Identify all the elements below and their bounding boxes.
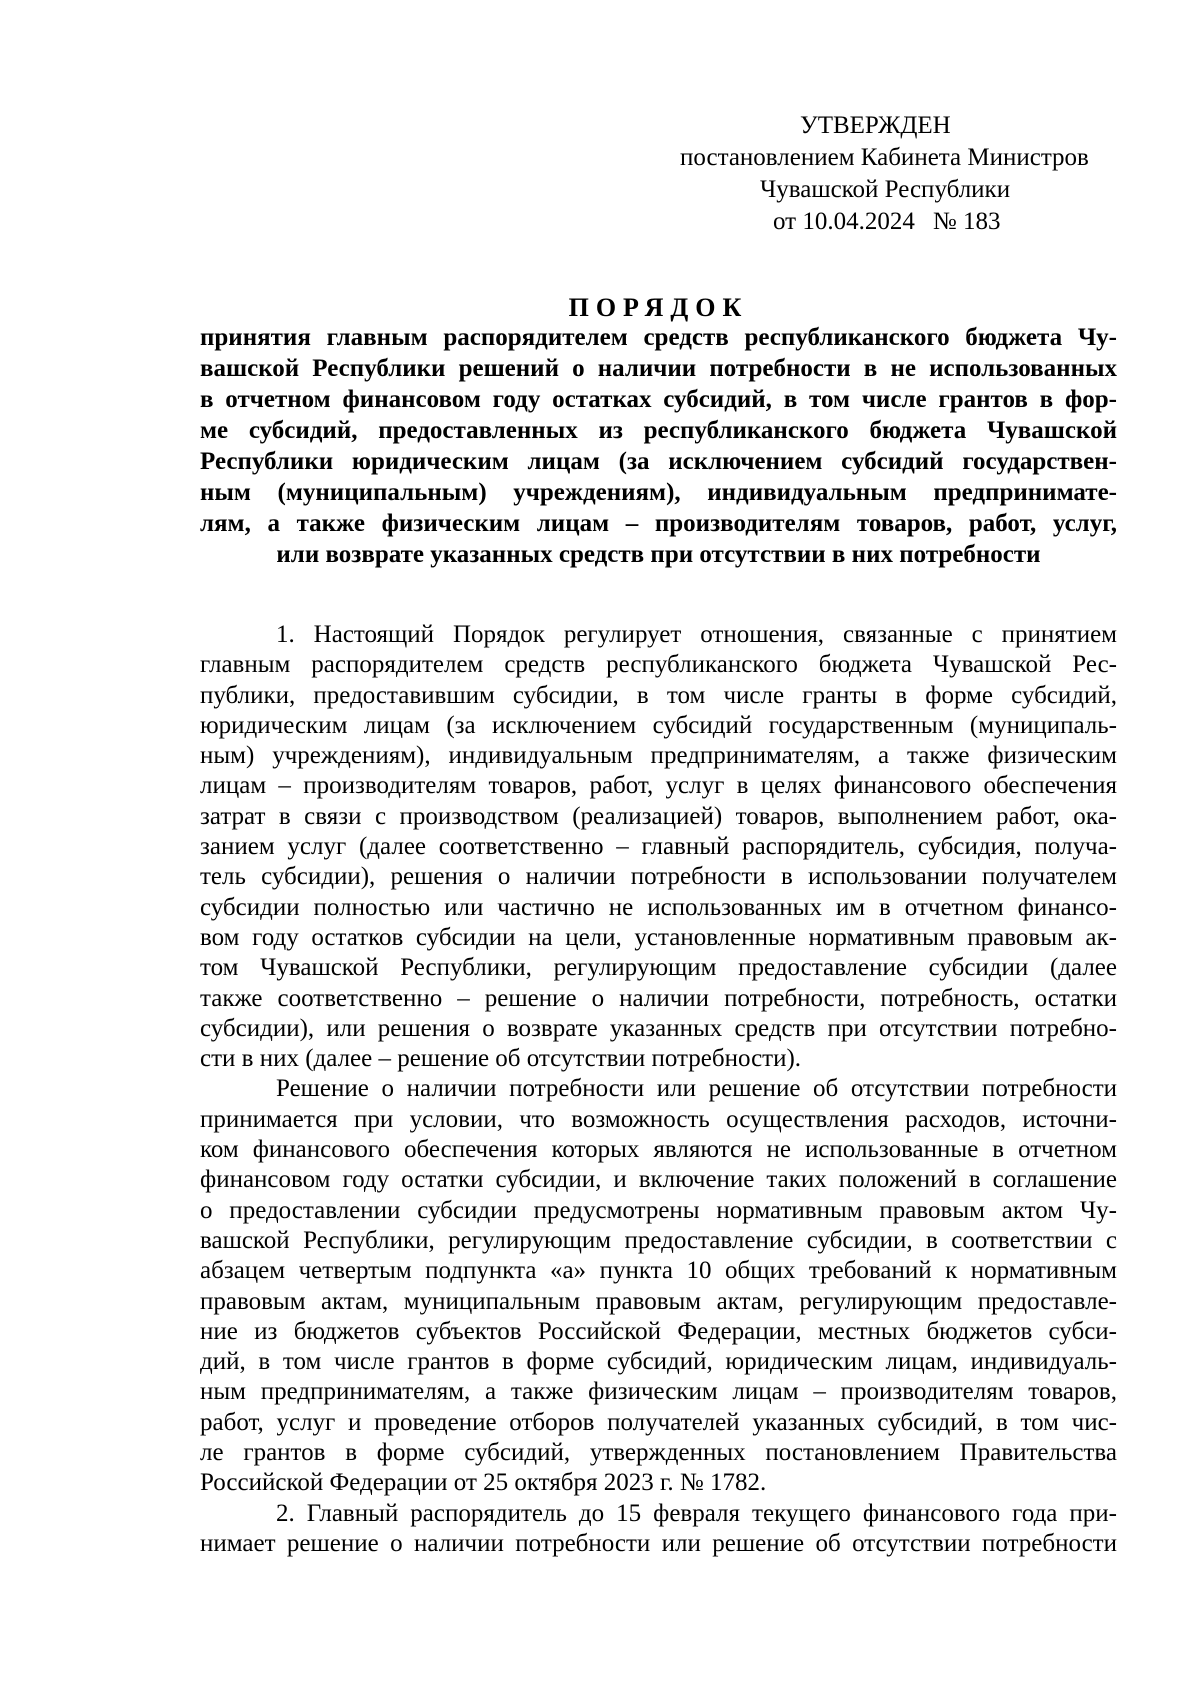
subtitle-line: лям, а также физическим лицам – производителям товаров, работ, услуг, [200,510,1117,537]
paragraph-line: ным предпринимателям, а также физическим лицам – производителям товаров, [200,1378,1117,1406]
approval-authority: постановлением Кабинета Министров [680,144,1089,171]
paragraph-line: абзацем четвертым подпункта «а» пункта 10 общих требований к нормативным [200,1257,1117,1285]
paragraph-line: ние из бюджетов субъектов Российской Федерации, местных бюджетов субси- [200,1317,1117,1345]
paragraph-line: главным распорядителем средств республиканского бюджета Чувашской Рес- [200,651,1117,679]
paragraph-line: занием услуг (далее соответственно – главный распорядитель, субсидия, получа- [200,833,1117,861]
approval-date: от 10.04.2024 [773,208,915,235]
paragraph-line: правовым актам, муниципальным правовым актам, регулирующим предоставле- [200,1287,1117,1315]
subtitle-line: ным (муниципальным) учреждениям), индивидуальным предпринимате- [200,479,1117,506]
document-body [200,620,1117,1559]
paragraph-line: вашской Республики, регулирующим предоставление субсидии, в соответствии с [200,1226,1117,1254]
paragraph-line: Решение о наличии потребности или решение об отсутствии потребности [276,1075,1117,1103]
document-title: ПОРЯДОК [568,293,749,322]
paragraph-line: также соответственно – решение о наличии потребности, потребность, остатки [200,984,1117,1012]
paragraph-line: ным) учреждениям), индивидуальным предпринимателям, а также физическим [200,742,1117,770]
paragraph-line: принимается при условии, что возможность осуществления расходов, источни- [200,1105,1117,1133]
subtitle-line: или возврате указанных средств при отсутствии в них потребности [276,541,1041,568]
paragraph-line: ле грантов в форме субсидий, утвержденных постановлением Правительства [200,1439,1117,1467]
subtitle-line: ме субсидий, предоставленных из республиканского бюджета Чувашской [200,417,1117,444]
paragraph-line: вом году остатков субсидии на цели, установленные нормативным правовым ак- [200,923,1117,951]
paragraph-1 [200,620,1117,1074]
document-subtitle [200,322,1117,570]
paragraph-line: 2. Главный распорядитель до 15 февраля текущего финансового года при- [276,1499,1117,1527]
paragraph-2 [200,1074,1117,1498]
paragraph-line: 1. Настоящий Порядок регулирует отношения, связанные с принятием [276,621,1117,648]
paragraph-line: Российской Федерации от 25 октября 2023 г. № 1782. [200,1469,767,1497]
approval-stamp-block [640,110,1120,238]
approval-heading: УТВЕРЖДЕН [800,112,951,139]
paragraph-line: публики, предоставившим субсидии, в том числе гранты в форме субсидий, [200,681,1117,709]
subtitle-line: принятия главным распорядителем средств республиканского бюджета Чу- [200,324,1117,351]
paragraph-line: лицам – производителям товаров, работ, услуг в целях финансового обеспечения [200,772,1117,800]
paragraph-line: тель субсидии), решения о наличии потребности в использовании получателем [200,863,1117,891]
subtitle-line: Республики юридическим лицам (за исключением субсидий государствен- [200,448,1117,475]
approval-number: № 183 [932,208,1001,235]
subtitle-line: вашской Республики решений о наличии потребности в не использованных [200,355,1117,382]
paragraph-line: финансовом году остатки субсидии, и включение таких положений в соглашение [200,1166,1117,1194]
paragraph-line: затрат в связи с производством (реализацией) товаров, выполнением работ, ока- [200,802,1117,830]
paragraph-line: ком финансового обеспечения которых являются не использованные в отчетном [200,1136,1117,1164]
approval-date-number [640,206,1120,238]
paragraph-line: том Чувашской Республики, регулирующим предоставление субсидии (далее [200,954,1117,982]
paragraph-line: нимает решение о наличии потребности или решение об отсутствии потребности [200,1529,1117,1557]
subtitle-line: в отчетном финансовом году остатках субсидий, в том числе грантов в фор- [200,386,1117,413]
paragraph-line: о предоставлении субсидии предусмотрены нормативным правовым актом Чу- [200,1196,1117,1224]
paragraph-line: работ, услуг и проведение отборов получателей указанных субсидий, в том чис- [200,1408,1117,1436]
paragraph-line: дий, в том числе грантов в форме субсидий, юридическим лицам, индивидуаль- [200,1348,1117,1376]
paragraph-3 [200,1499,1117,1560]
paragraph-line: сти в них (далее – решение об отсутствии потребности). [200,1045,802,1073]
paragraph-line: субсидии полностью или частично не использованных им в отчетном финансо- [200,893,1117,921]
paragraph-line: субсидии), или решения о возврате указанных средств при отсутствии потребно- [200,1014,1117,1042]
paragraph-line: юридическим лицам (за исключением субсидий государственным (муниципаль- [200,711,1117,739]
approval-republic: Чувашской Республики [760,176,1011,203]
